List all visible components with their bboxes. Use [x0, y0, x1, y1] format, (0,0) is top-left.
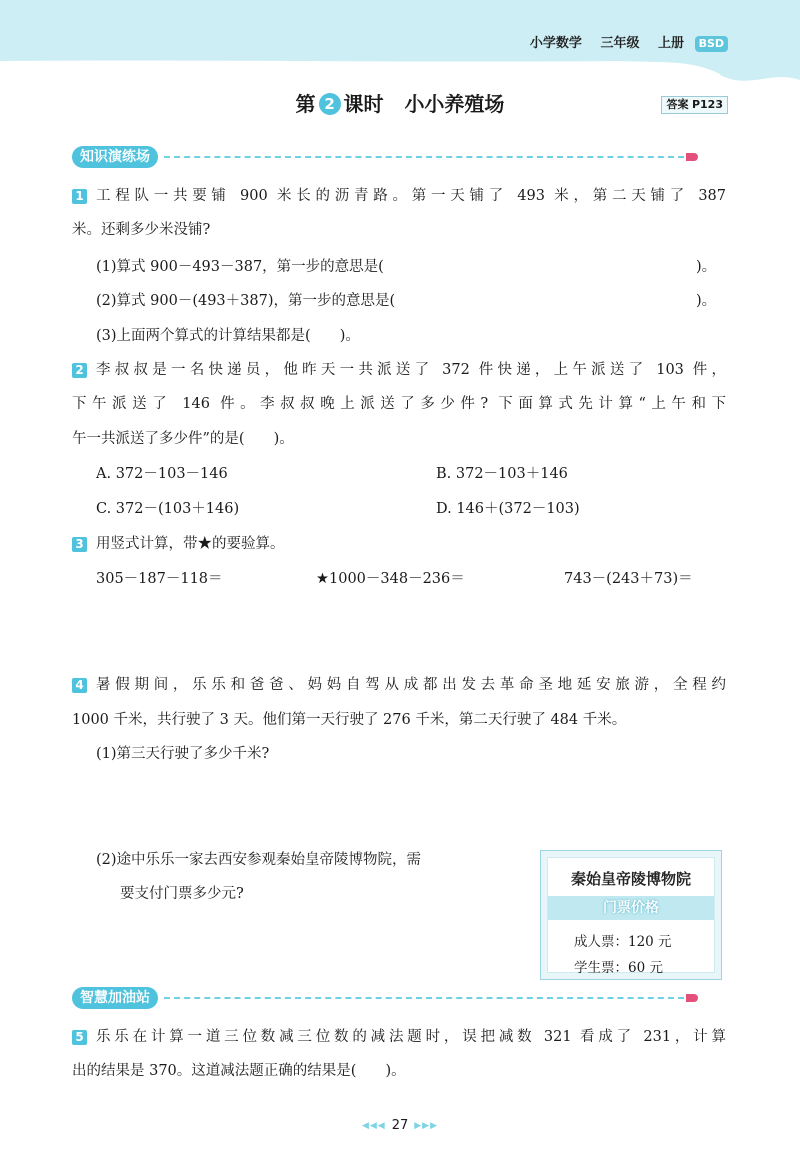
q1-sub1-end: )。: [696, 259, 717, 275]
q2-option-b[interactable]: B. 372－103＋146: [436, 466, 568, 482]
q4-line1: 暑假期间，乐乐和爸爸、妈妈自驾从成都出发去革命圣地延安旅游，全程约: [96, 677, 726, 693]
q1-sub1: (1)算式 900－493－387，第一步的意思是(: [96, 259, 384, 275]
answer-reference[interactable]: [661, 96, 728, 114]
ticket-card-inner: [547, 857, 715, 976]
q1-sub2-end: )。: [696, 293, 717, 309]
q3-expr3: 743－(243＋73)＝: [564, 571, 693, 587]
title-prefix: 第: [295, 92, 316, 116]
answer-page: P123: [691, 98, 723, 111]
q2-line1: 李叔叔是一名快递员，他昨天一共派送了 372 件快递，上午派送了 103 件，: [96, 362, 726, 378]
section-header-challenge: [72, 987, 698, 1009]
section-divider: [164, 997, 684, 999]
lesson-name: 小小养殖场: [404, 92, 505, 116]
ticket-title: 秦始皇帝陵博物院: [570, 870, 691, 888]
q3-line1: 用竖式计算，带★的要验算。: [96, 536, 285, 552]
page-footer: [0, 1118, 800, 1133]
left-arrows-icon: ◀◀◀: [361, 1121, 386, 1131]
pencil-icon: [686, 994, 698, 1002]
ticket-price-card: [540, 850, 722, 980]
q4-sub2-line2: 要支付门票多少元?: [120, 886, 244, 902]
header-grade: 三年级: [600, 36, 640, 51]
q1-sub2: (2)算式 900－(493＋387)，第一步的意思是(: [96, 293, 396, 309]
q4-sub1: (1)第三天行驶了多少千米?: [96, 746, 270, 762]
question-number: 3: [72, 537, 87, 552]
q1-line2: 米。还剩多少米没铺?: [72, 222, 211, 238]
question-number: 1: [72, 189, 87, 204]
q3-expr2: ★1000－348－236＝: [316, 571, 465, 587]
section-header-practice: [72, 146, 698, 168]
question-number: 5: [72, 1030, 87, 1045]
question-number: 2: [72, 363, 87, 378]
q2-option-a[interactable]: A. 372－103－146: [96, 466, 228, 482]
q2-option-d[interactable]: D. 146＋(372－103): [436, 501, 580, 517]
section-label: 智慧加油站: [72, 987, 158, 1009]
header-subject: 小学数学: [529, 36, 582, 51]
section-label: 知识演练场: [72, 146, 158, 168]
section-divider: [164, 156, 684, 158]
q5-line1: 乐乐在计算一道三位数减三位数的减法题时，误把减数 321 看成了 231，计算: [96, 1029, 726, 1045]
q2-option-c[interactable]: C. 372－(103＋146): [96, 501, 240, 517]
ticket-subtitle: 门票价格: [548, 896, 714, 920]
title-suffix: 课时: [343, 92, 384, 116]
page-number: 27: [391, 1118, 409, 1133]
right-arrows-icon: ▶▶▶: [414, 1121, 439, 1131]
q2-line2: 下午派送了 146 件。李叔叔晚上派送了多少件? 下面算式先计算“上午和下: [72, 396, 726, 412]
ticket-student-price: 学生票：60 元: [574, 960, 663, 976]
header-labels: [516, 32, 728, 52]
q4-line2: 1000 千米，共行驶了 3 天。他们第一天行驶了 276 千米，第二天行驶了 484 千米。: [72, 712, 627, 728]
header-volume: 上册: [658, 36, 685, 51]
q5-line2: 出的结果是 370。这道减法题正确的结果是( )。: [72, 1063, 406, 1079]
answer-label: 答案: [666, 98, 689, 111]
question-number: 4: [72, 678, 87, 693]
q4-sub2-line1: (2)途中乐乐一家去西安参观秦始皇帝陵博物院，需: [96, 852, 422, 868]
q3-expr1: 305－187－118＝: [96, 571, 223, 587]
q1-line1: 工程队一共要铺 900 米长的沥青路。第一天铺了 493 米，第二天铺了 387: [96, 188, 726, 204]
q2-line3: 午一共派送了多少件”的是( )。: [72, 431, 294, 447]
edition-badge: BSD: [695, 36, 728, 52]
pencil-icon: [686, 153, 698, 161]
ticket-adult-price: 成人票：120 元: [574, 934, 672, 950]
q1-sub3: (3)上面两个算式的计算结果都是( )。: [96, 328, 360, 344]
lesson-number: 2: [319, 93, 341, 115]
